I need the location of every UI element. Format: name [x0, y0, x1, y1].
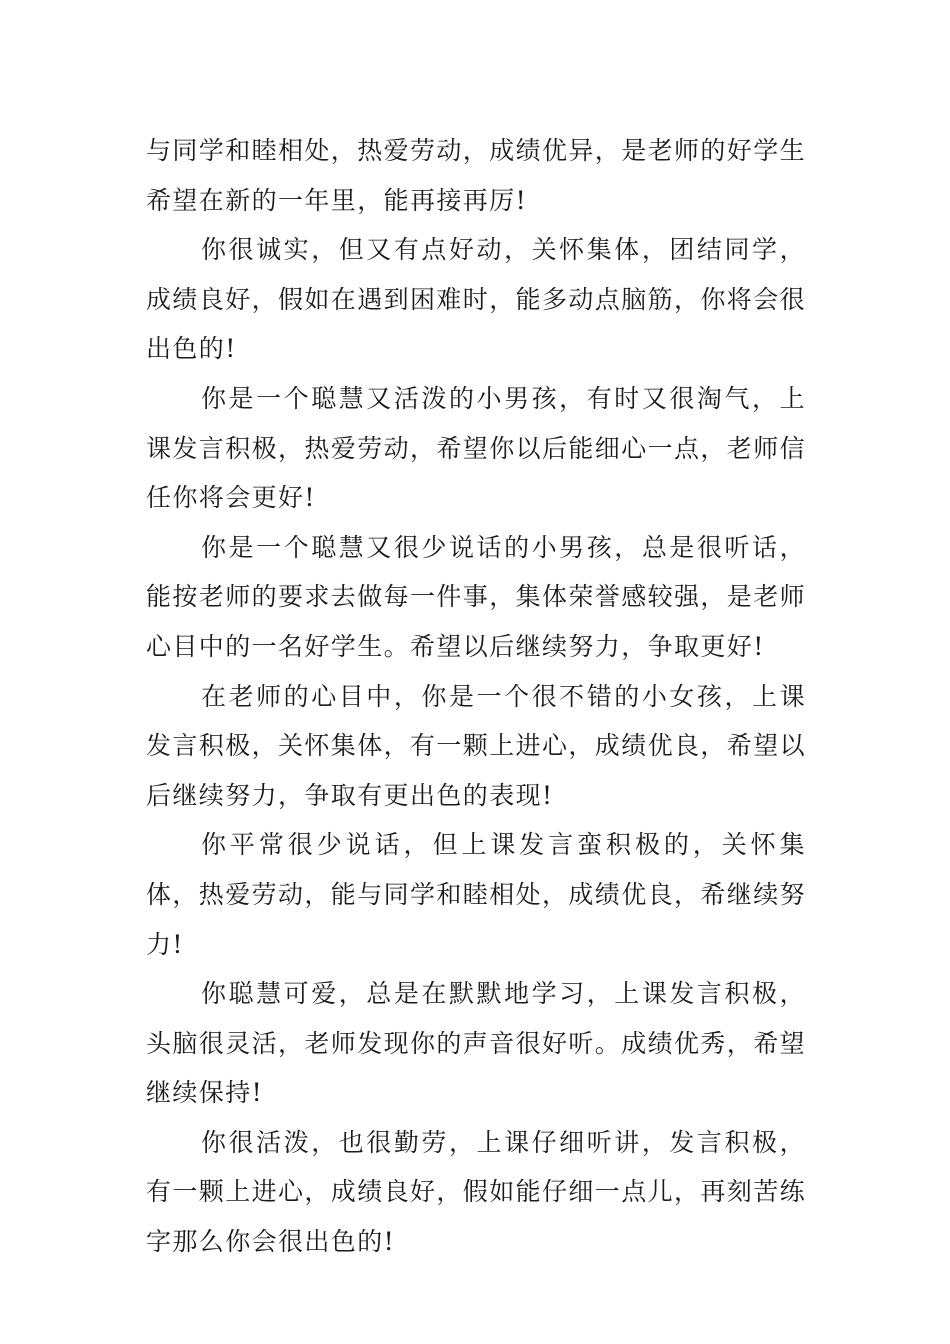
- paragraph-7: 你聪慧可爱，总是在默默地学习，上课发言积极，头脑很灵活，老师发现你的声音很好听。成绩优秀，希望继续保持!: [146, 979, 807, 1108]
- document-body: [146, 126, 806, 1267]
- paragraph-4: 你是一个聪慧又很少说话的小男孩，总是很听话，能按老师的要求去做每一件事，集体荣誉感较强，是老师心目中的一名好学生。希望以后继续努力，争取更好!: [146, 532, 807, 661]
- paragraph-5: 在老师的心目中，你是一个很不错的小女孩，上课发言积极，关怀集体，有一颗上进心，成绩优良，希望以后继续努力，争取有更出色的表现!: [146, 681, 807, 810]
- paragraph-6: 你平常很少说话，但上课发言蛮积极的，关怀集体，热爱劳动，能与同学和睦相处，成绩优良，希继续努力!: [146, 830, 807, 959]
- paragraph-3: 你是一个聪慧又活泼的小男孩，有时又很淘气，上课发言积极，热爱劳动，希望你以后能细心一点，老师信任你将会更好!: [146, 383, 807, 513]
- paragraph-1: 与同学和睦相处，热爱劳动，成绩优异，是老师的好学生希望在新的一年里，能再接再厉!: [146, 136, 807, 215]
- paragraph-8: 你很活泼，也很勤劳，上课仔细听讲，发言积极，有一颗上进心，成绩良好，假如能仔细一点儿，再刻苦练字那么你会很出色的!: [146, 1127, 807, 1257]
- paragraph-2: 你很诚实，但又有点好动，关怀集体，团结同学，成绩良好，假如在遇到困难时，能多动点脑筋，你将会很出色的!: [146, 235, 807, 364]
